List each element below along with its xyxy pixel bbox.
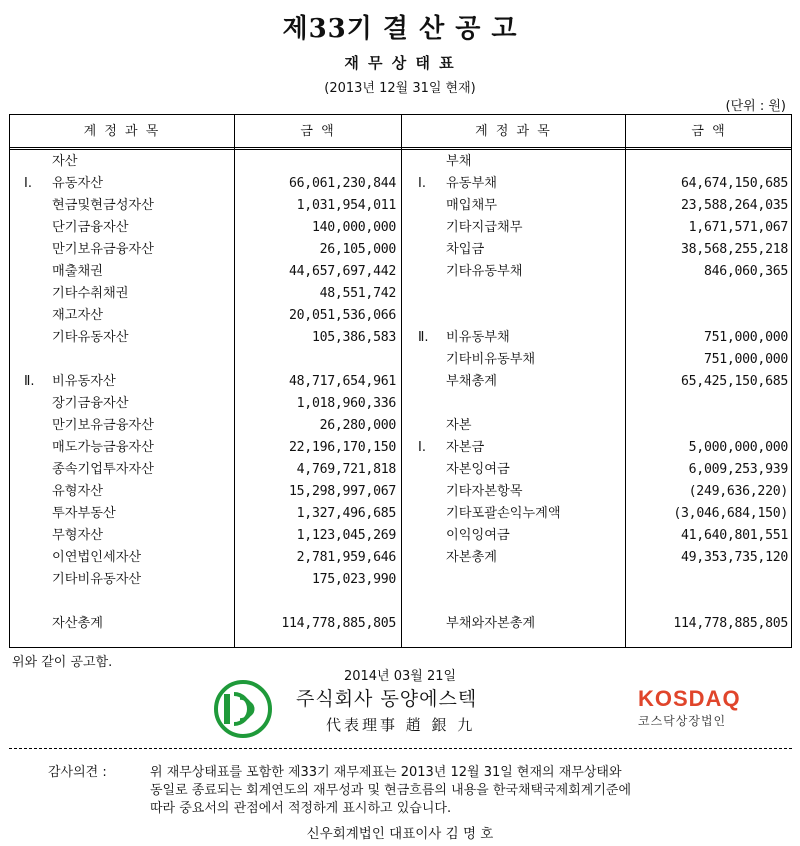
account-label: 장기금융자산 (52, 396, 129, 411)
statement-title: 재 무 상 태 표 (344, 54, 456, 72)
account-label: 기타수취채권 (52, 286, 129, 301)
account-amount: 64,674,150,685 (681, 176, 788, 191)
header-right-amount: 금 액 (691, 124, 727, 139)
account-amount: 26,105,000 (319, 242, 396, 257)
account-amount: 65,425,150,685 (681, 374, 788, 389)
account-label: 부채 (446, 154, 472, 169)
account-amount: 1,018,960,336 (296, 396, 396, 411)
account-amount: 5,000,000,000 (688, 440, 788, 455)
auditor-signature: 신우회계법인 대표이사 김 명 호 (306, 826, 494, 842)
account-label: 재고자산 (52, 308, 103, 323)
account-label: 기타유동자산 (52, 330, 129, 345)
account-label: 비유동부채 (446, 330, 510, 345)
account-amount: 846,060,365 (703, 264, 788, 279)
account-amount: 44,657,697,442 (289, 264, 396, 279)
account-amount: 175,023,990 (311, 572, 396, 587)
account-label: 자본금 (446, 440, 485, 455)
account-label: 무형자산 (52, 528, 103, 543)
kosdaq-listed-label: 코스닥상장법인 (638, 714, 727, 728)
account-amount: 751,000,000 (703, 330, 788, 345)
account-amount: 1,123,045,269 (296, 528, 396, 543)
section-numeral: Ⅰ. (24, 176, 32, 191)
account-label: 기타지급채무 (446, 220, 523, 235)
total-label: 자산총계 (52, 616, 103, 631)
header-left-account: 계 정 과 목 (83, 124, 161, 139)
announcement-date: 2014년 03월 21일 (343, 669, 457, 684)
account-amount: 48,551,742 (319, 286, 396, 301)
account-amount: 26,280,000 (319, 418, 396, 433)
account-label: 만기보유금융자산 (52, 242, 154, 257)
account-label: 기타비유동자산 (52, 572, 142, 587)
account-amount: 38,568,255,218 (681, 242, 788, 257)
account-label: 기타유동부채 (446, 264, 523, 279)
account-label: 매출채권 (52, 264, 103, 279)
account-label: 매입채무 (446, 198, 497, 213)
announcement-note: 위와 같이 공고함. (12, 655, 113, 670)
divider (9, 748, 792, 749)
total-amount: 114,778,885,805 (281, 616, 396, 631)
section-numeral: Ⅰ. (418, 176, 426, 191)
account-amount: 22,196,170,150 (289, 440, 396, 455)
account-label: 부채총계 (446, 374, 497, 389)
account-label: 자본총계 (446, 550, 497, 565)
account-amount: (3,046,684,150) (673, 506, 788, 521)
account-label: 기타비유동부채 (446, 352, 536, 367)
account-amount: 20,051,536,066 (289, 308, 396, 323)
company-logo-icon (214, 680, 272, 738)
account-label: 기타자본항목 (446, 484, 523, 499)
account-amount: 1,671,571,067 (688, 220, 788, 235)
audit-opinion-line: 위 재무상태표를 포함한 제33기 재무제표는 2013년 12월 31일 현재의 재무상태와 (150, 765, 622, 780)
total-label: 부채와자본총계 (446, 616, 536, 631)
account-label: 이익잉여금 (446, 528, 510, 543)
account-amount: 48,717,654,961 (289, 374, 396, 389)
total-amount: 114,778,885,805 (673, 616, 788, 631)
audit-opinion-label: 감사의견 : (48, 765, 107, 780)
account-label: 차입금 (446, 242, 485, 257)
account-label: 투자부동산 (52, 506, 116, 521)
account-amount: 4,769,721,818 (296, 462, 396, 477)
section-numeral: Ⅱ. (418, 330, 429, 345)
account-label: 유형자산 (52, 484, 103, 499)
section-numeral: Ⅰ. (418, 440, 426, 455)
header-left-amount: 금 액 (300, 124, 336, 139)
account-amount: 1,031,954,011 (296, 198, 396, 213)
account-amount: 66,061,230,844 (289, 176, 396, 191)
account-label: 기타포괄손익누계액 (446, 506, 561, 521)
header-right-account: 계 정 과 목 (475, 124, 552, 139)
account-amount: 41,640,801,551 (681, 528, 788, 543)
unit-label: (단위 : 원) (725, 99, 786, 114)
company-name: 주식회사 동양에스텍 (296, 688, 478, 710)
column-divider (401, 115, 402, 647)
account-label: 비유동자산 (52, 374, 116, 389)
audit-opinion-line: 따라 중요서의 관점에서 적정하게 표시하고 있습니다. (150, 801, 452, 816)
kosdaq-logo (638, 686, 758, 729)
account-label: 종속기업투자자산 (52, 462, 154, 477)
section-numeral: Ⅱ. (24, 374, 35, 389)
account-amount: 1,327,496,685 (296, 506, 396, 521)
account-amount: 105,386,583 (311, 330, 396, 345)
account-label: 만기보유금융자산 (52, 418, 154, 433)
column-divider (234, 115, 235, 647)
audit-opinion-line: 동일로 종료되는 회계연도의 재무성과 및 현금흐름의 내용을 한국채택국제회계기준에 (150, 783, 632, 798)
account-label: 자산 (52, 154, 78, 169)
account-label: 매도가능금융자산 (52, 440, 154, 455)
account-amount: 15,298,997,067 (289, 484, 396, 499)
column-divider (625, 115, 626, 647)
account-amount: 2,781,959,646 (296, 550, 396, 565)
account-label: 유동부채 (446, 176, 497, 191)
account-label: 자본잉여금 (446, 462, 510, 477)
account-amount: (249,636,220) (688, 484, 788, 499)
balance-sheet-table (9, 114, 792, 648)
statement-period: (2013년 12월 31일 현재) (324, 81, 476, 96)
account-label: 유동자산 (52, 176, 103, 191)
page-title: 제33기 결 산 공 고 (282, 14, 518, 44)
account-amount: 23,588,264,035 (681, 198, 788, 213)
account-amount: 140,000,000 (311, 220, 396, 235)
account-label: 이연법인세자산 (52, 550, 142, 565)
account-label: 단기금융자산 (52, 220, 129, 235)
account-amount: 49,353,735,120 (681, 550, 788, 565)
account-amount: 751,000,000 (703, 352, 788, 367)
account-label: 자본 (446, 418, 472, 433)
account-label: 현금및현금성자산 (52, 198, 154, 213)
account-amount: 6,009,253,939 (688, 462, 788, 477)
kosdaq-logo-text: KOSDAQ (638, 686, 741, 711)
ceo-name: 代表理事 趙 銀 九 (326, 716, 476, 734)
